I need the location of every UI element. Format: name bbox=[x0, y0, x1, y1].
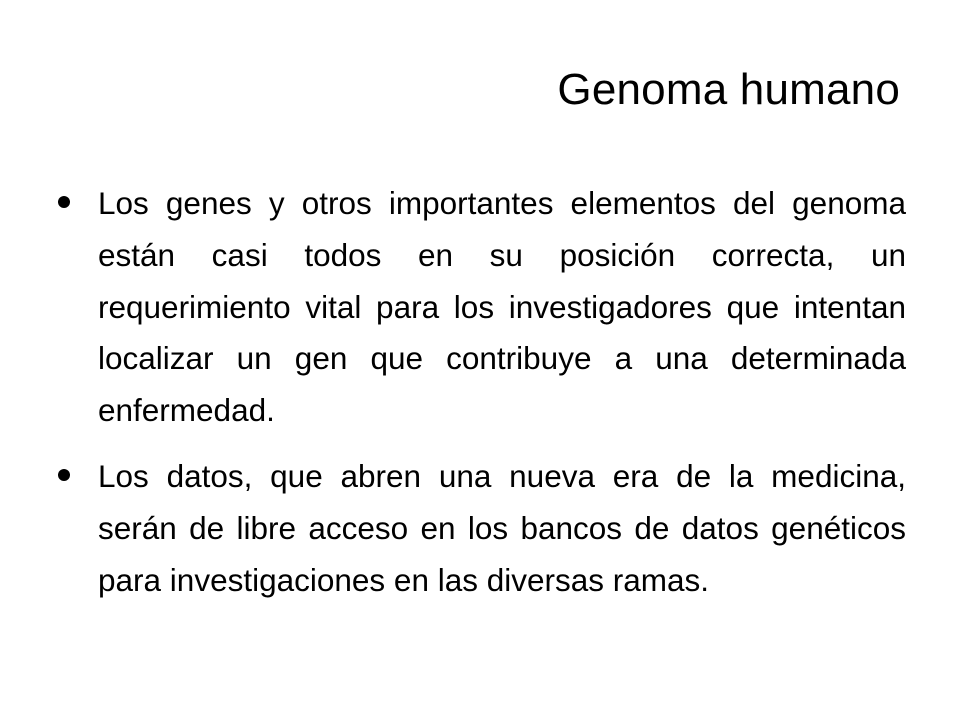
bullet-item-genes bbox=[58, 178, 906, 437]
bullet-dot-icon bbox=[58, 196, 70, 208]
bullet-dot-icon bbox=[58, 469, 70, 481]
bullet-text: Los genes y otros importantes elementos del genoma están casi todos en su posición correcta, un requerimiento vital para los investigadores que intentan localizar un gen que contribuye a una determinada enfermedad. bbox=[98, 185, 906, 429]
slide-title: Genoma humano bbox=[557, 65, 900, 114]
bullet-text: Los datos, que abren una nueva era de la medicina, serán de libre acceso en los bancos de datos genéticos para investigaciones en las diversas ramas. bbox=[98, 457, 906, 598]
bullet-list bbox=[58, 178, 906, 620]
bullet-item-datos bbox=[58, 451, 906, 606]
